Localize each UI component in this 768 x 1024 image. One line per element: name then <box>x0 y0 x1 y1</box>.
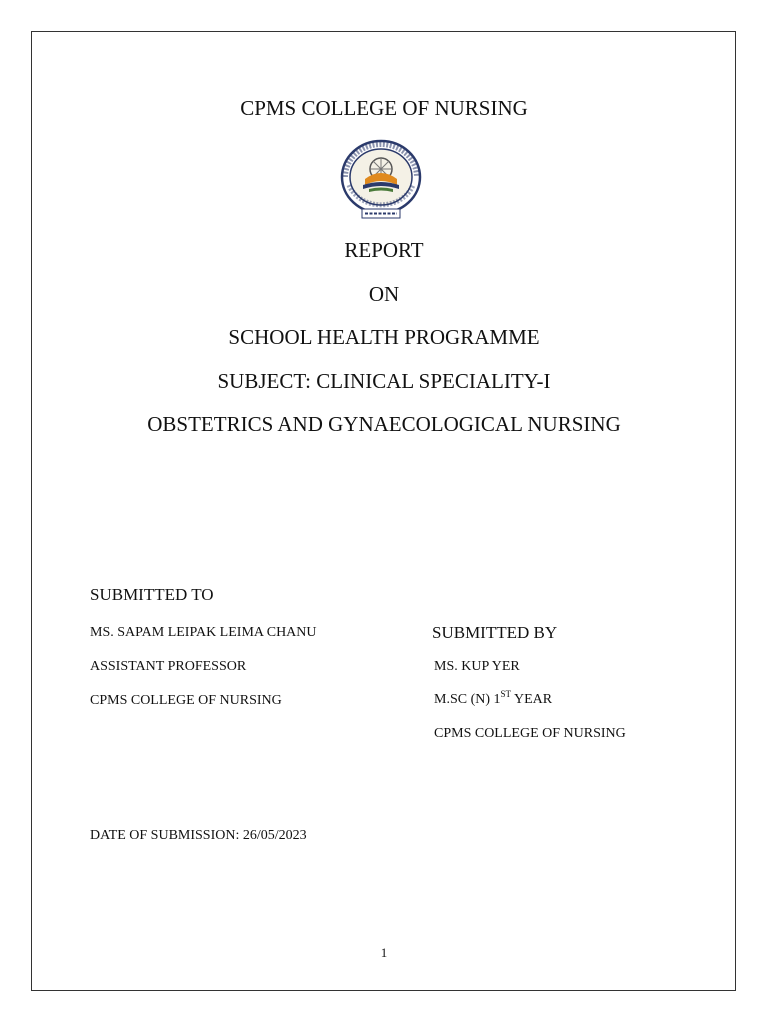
course-prefix: M.SC (N) 1 <box>434 692 501 707</box>
report-heading: REPORT <box>344 238 424 262</box>
submitted-to-heading: SUBMITTED TO <box>90 585 214 604</box>
college-seal-logo <box>339 139 423 221</box>
submitted-by-institution: CPMS COLLEGE OF NURSING <box>434 726 626 741</box>
page-number: 1 <box>380 945 388 960</box>
subject-line: SUBJECT: CLINICAL SPECIALITY-I <box>217 369 551 393</box>
programme-title: SCHOOL HEALTH PROGRAMME <box>228 325 540 349</box>
submitted-by-course <box>434 689 553 708</box>
submitted-to-name: MS. SAPAM LEIPAK LEIMA CHANU <box>90 625 317 640</box>
submitted-to-designation: ASSISTANT PROFESSOR <box>90 659 247 674</box>
college-title: CPMS COLLEGE OF NURSING <box>240 96 528 120</box>
seal-icon <box>339 139 423 221</box>
specialty-line: OBSTETRICS AND GYNAECOLOGICAL NURSING <box>147 412 621 436</box>
course-ordinal: ST <box>500 689 512 699</box>
course-suffix: YEAR <box>511 692 553 707</box>
submission-date: DATE OF SUBMISSION: 26/05/2023 <box>90 828 307 843</box>
submitted-by-heading: SUBMITTED BY <box>432 623 558 642</box>
submitted-by-name: MS. KUP YER <box>434 659 520 674</box>
report-on: ON <box>368 282 400 306</box>
submitted-to-institution: CPMS COLLEGE OF NURSING <box>90 693 282 708</box>
